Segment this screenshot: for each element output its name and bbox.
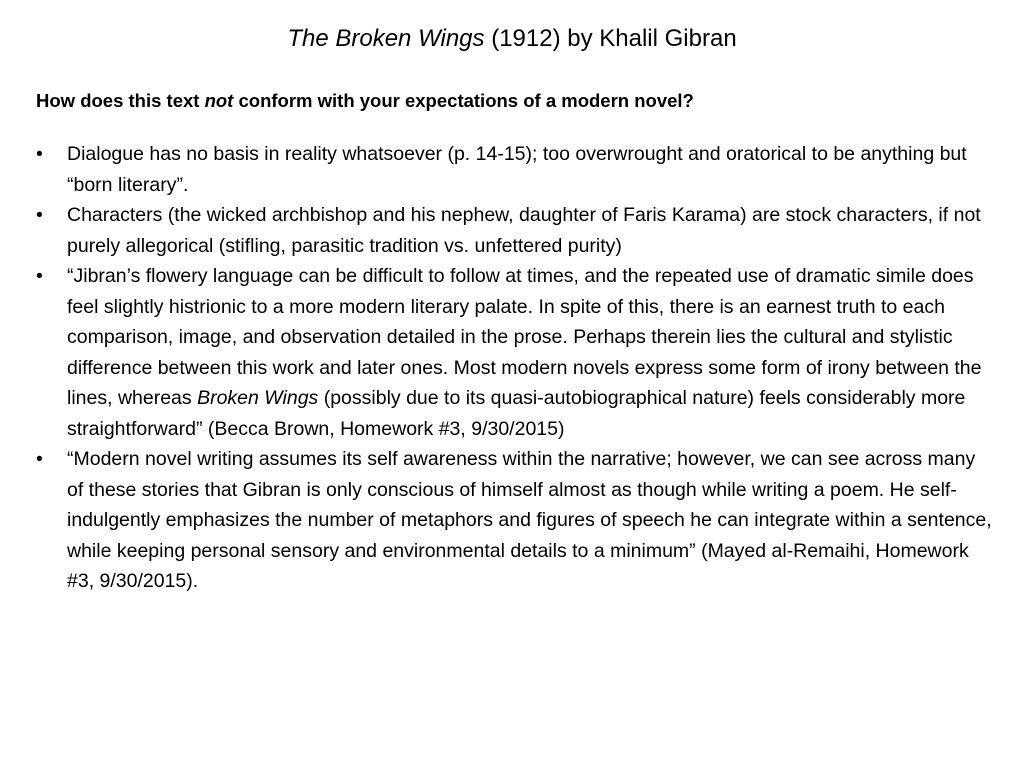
bullet-text-before: “Jibran’s flowery language can be difficult to follow at times, and the repeated use of dramatic simile does feel slightly histrionic to a more modern literary palate. In spite of this, there is an earnest truth to each comparison, image, and observation detailed in the prose. Perhaps therein lies the cultural and stylistic difference between this work and later ones. Most modern novels express some form of irony between the lines, whereas — [67, 265, 982, 409]
bullet-text: Dialogue has no basis in reality whatsoever (p. 14-15); too overwrought and oratorical to be anything but “born literary”. — [67, 143, 967, 196]
bullet-list — [36, 139, 996, 597]
bullet-item — [36, 261, 996, 444]
question-after: conform with your expectations of a modern novel? — [233, 90, 694, 111]
title-book-name: The Broken Wings — [287, 25, 485, 52]
bullet-text-book-name: Broken Wings — [197, 387, 319, 409]
bullet-text: Characters (the wicked archbishop and his nephew, daughter of Faris Karama) are stock characters, if not purely allegorical (stifling, parasitic tradition vs. unfettered purity) — [67, 204, 981, 257]
title-rest: (1912) by Khalil Gibran — [484, 25, 737, 52]
bullet-text: “Modern novel writing assumes its self awareness within the narrative; however, we can see across many of these stories that Gibran is only conscious of himself almost as though while writing a poem. He self-indulgently emphasizes the number of metaphors and figures of speech he can integrate within a sentence, while keeping personal sensory and environmental details to a minimum” (Mayed al-Remaihi, Homework #3, 9/30/2015). — [67, 448, 992, 592]
bullet-text-after: (possibly due to its quasi-autobiographical nature) feels considerably more straightforward” (Becca Brown, Homework #3, 9/30/2015) — [67, 387, 966, 440]
bullet-item — [36, 139, 996, 200]
question-emphasis: not — [204, 90, 234, 111]
slide-content — [36, 86, 996, 597]
bullet-marker: • — [36, 204, 43, 226]
bullet-item — [36, 444, 996, 597]
question-before: How does this text — [36, 90, 205, 111]
slide-title — [0, 22, 1024, 56]
bullet-marker: • — [36, 143, 43, 165]
bullet-marker: • — [36, 448, 43, 470]
bullet-item — [36, 200, 996, 261]
bullet-marker: • — [36, 265, 43, 287]
question-heading — [36, 86, 996, 116]
